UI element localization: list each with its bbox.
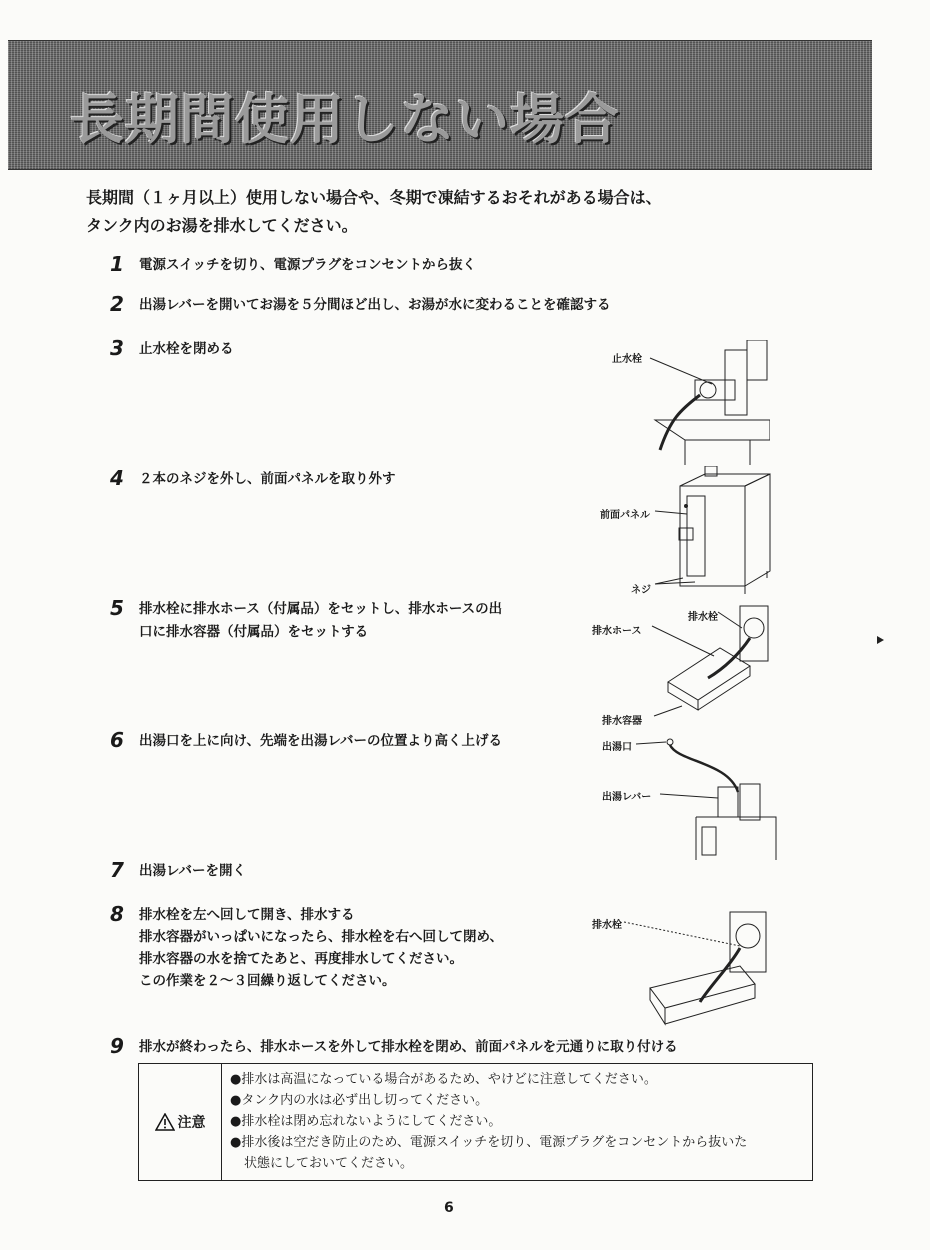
step-text: 排水容器の水を捨てたあと、再度排水してください。: [139, 951, 463, 967]
step-number: 4: [110, 466, 124, 490]
caution-box: [138, 1063, 813, 1181]
step-text: 排水栓を左へ回して開き、排水する: [139, 907, 355, 923]
step-text: 出湯口を上に向け、先端を出湯レバーの位置より高く上げる: [139, 733, 503, 749]
drain-plug-drawing: [590, 906, 780, 1030]
drain-hose-label: 排水ホース: [592, 626, 642, 637]
step-number: 9: [110, 1034, 124, 1058]
title-banner: [8, 40, 872, 170]
step-number: 6: [110, 728, 124, 752]
warning-triangle-icon: [155, 1113, 175, 1131]
intro-line-2: タンク内のお湯を排水してください。: [86, 216, 358, 235]
illustration-drain-hose: [590, 598, 780, 726]
step-number: 7: [110, 858, 124, 882]
page-arrow-marker: [877, 636, 884, 644]
intro-line-1: 長期間（１ヶ月以上）使用しない場合や、冬期で凍結するおそれがある場合は、: [86, 188, 662, 207]
step-text: 止水栓を閉める: [139, 341, 234, 357]
step-number: 5: [110, 596, 124, 620]
intro-text: [86, 184, 786, 240]
caution-item: ●排水栓は閉め忘れないようにしてください。: [230, 1114, 502, 1129]
illustration-front-panel: [595, 466, 775, 596]
drain-container-label: 排水容器: [602, 716, 642, 727]
step-text: 排水が終わったら、排水ホースを外して排水栓を閉め、前面パネルを元通りに取り付ける: [139, 1039, 678, 1055]
caution-heading-text: 注意: [177, 1115, 206, 1131]
lever-label: 出湯レバー: [602, 792, 652, 803]
step-number: 8: [110, 902, 124, 926]
step-text: この作業を２～３回繰り返してください。: [139, 973, 396, 989]
caution-item: ●タンク内の水は必ず出し切ってください。: [230, 1093, 489, 1108]
drain-plug-label: 排水栓: [688, 612, 718, 623]
step-number: 1: [110, 252, 124, 276]
outlet-label: 出湯口: [602, 742, 632, 753]
drain-hose-drawing: [590, 598, 780, 726]
step-text: 排水栓に排水ホース（付属品）をセットし、排水ホースの出: [139, 601, 503, 617]
step-text: 出湯レバーを開く: [139, 863, 247, 879]
front-panel-drawing: [595, 466, 775, 596]
caution-items: [222, 1064, 755, 1180]
step-number: 3: [110, 336, 124, 360]
step-text: 出湯レバーを開いてお湯を５分間ほど出し、お湯が水に変わることを確認する: [139, 297, 611, 313]
stop-valve-drawing: [600, 340, 770, 465]
outlet-drawing: [598, 732, 778, 860]
stop-valve-label: 止水栓: [612, 354, 642, 365]
step-text: 口に排水容器（付属品）をセットする: [139, 624, 369, 640]
screw-label: ネジ: [631, 585, 651, 596]
step-text: ２本のネジを外し、前面パネルを取り外す: [139, 471, 396, 487]
illustration-drain-plug: [590, 906, 780, 1030]
drain-plug-label-2: 排水栓: [592, 920, 622, 931]
illustration-outlet: [598, 732, 778, 860]
page-number: 6: [444, 1200, 454, 1216]
caution-heading: [139, 1064, 222, 1180]
page-title: 長期間使用しない場合: [70, 88, 620, 151]
caution-item: ●排水は高温になっている場合があるため、やけどに注意してください。: [230, 1072, 657, 1087]
step-number: 2: [110, 292, 124, 316]
step-text: 排水容器がいっぱいになったら、排水栓を右へ回して閉め、: [139, 929, 503, 945]
step-text: 電源スイッチを切り、電源プラグをコンセントから抜く: [139, 257, 476, 273]
front-panel-label: 前面パネル: [600, 510, 650, 521]
caution-item-continuation: 状態にしておいてください。: [244, 1156, 414, 1171]
caution-item: ●排水後は空だき防止のため、電源スイッチを切り、電源プラグをコンセントから抜いた: [230, 1135, 748, 1150]
illustration-stop-valve: [600, 340, 770, 465]
